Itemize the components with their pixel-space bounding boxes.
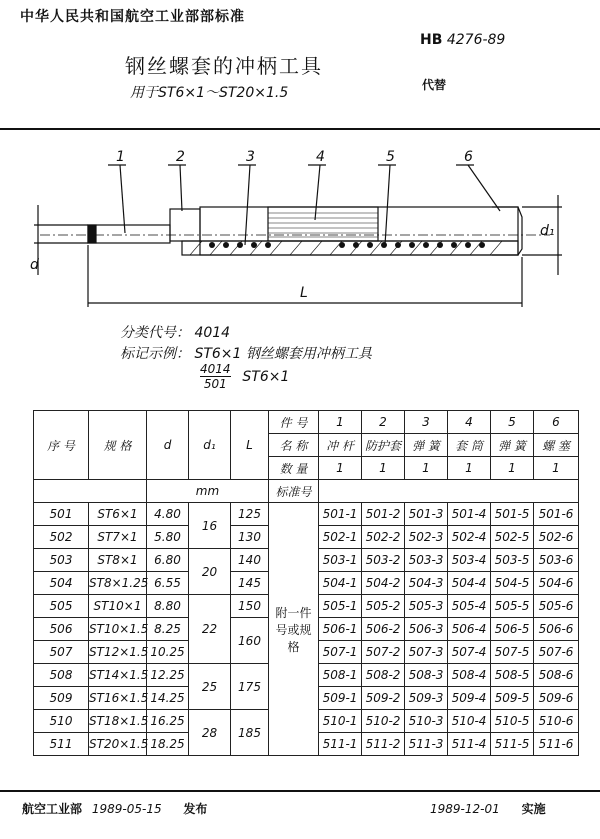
row-part-cell: 509-4 <box>448 687 491 710</box>
row-spec: ST7×1 <box>89 526 147 549</box>
callout-4: 4 <box>316 149 325 165</box>
row-part-cell: 511-6 <box>534 733 579 756</box>
marking-fraction <box>200 362 289 391</box>
row-part-cell: 505-2 <box>362 595 405 618</box>
row-seq: 511 <box>34 733 89 756</box>
marking-example-line <box>120 343 372 363</box>
header-part-no: 件 号 <box>269 411 319 434</box>
row-L: 150 <box>231 595 269 618</box>
part-no-cell: 3 <box>405 411 448 434</box>
row-spec: ST20×1.5 <box>89 733 147 756</box>
row-part-cell: 509-1 <box>319 687 362 710</box>
row-seq: 505 <box>34 595 89 618</box>
row-L: 160 <box>231 618 269 664</box>
row-seq: 501 <box>34 503 89 526</box>
dim-L-label: L <box>300 285 308 301</box>
row-part-cell: 507-6 <box>534 641 579 664</box>
part-no-cell: 6 <box>534 411 579 434</box>
qty-cell: 1 <box>491 457 534 480</box>
row-part-cell: 502-4 <box>448 526 491 549</box>
row-spec: ST12×1.5 <box>89 641 147 664</box>
row-part-cell: 509-2 <box>362 687 405 710</box>
row-part-cell: 506-3 <box>405 618 448 641</box>
row-part-cell: 510-6 <box>534 710 579 733</box>
row-part-cell: 505-3 <box>405 595 448 618</box>
row-part-cell: 507-5 <box>491 641 534 664</box>
row-d1: 25 <box>189 664 231 710</box>
row-part-cell: 509-5 <box>491 687 534 710</box>
row-part-cell: 504-2 <box>362 572 405 595</box>
header-d: d <box>147 411 189 480</box>
spec-table <box>33 410 579 756</box>
row-d1: 20 <box>189 549 231 595</box>
row-part-cell: 506-5 <box>491 618 534 641</box>
classification-line <box>120 322 230 342</box>
table-row <box>34 503 579 526</box>
row-part-cell: 505-5 <box>491 595 534 618</box>
row-spec: ST8×1.25 <box>89 572 147 595</box>
row-part-cell: 502-1 <box>319 526 362 549</box>
row-part-cell: 503-2 <box>362 549 405 572</box>
row-spec: ST16×1.5 <box>89 687 147 710</box>
row-part-cell: 504-3 <box>405 572 448 595</box>
qty-cell: 1 <box>448 457 491 480</box>
row-L: 175 <box>231 664 269 710</box>
fraction-top: 4014 <box>200 362 231 376</box>
row-part-cell: 510-3 <box>405 710 448 733</box>
row-part-cell: 501-6 <box>534 503 579 526</box>
row-spec: ST6×1 <box>89 503 147 526</box>
row-seq: 506 <box>34 618 89 641</box>
row-seq: 504 <box>34 572 89 595</box>
footer-rule <box>0 790 600 792</box>
row-seq: 510 <box>34 710 89 733</box>
issuing-org: 中华人民共和国航空工业部部标准 <box>20 9 245 25</box>
issue-word: 发布 <box>183 802 208 816</box>
header-seq: 序 号 <box>34 411 89 480</box>
row-L: 140 <box>231 549 269 572</box>
row-seq: 502 <box>34 526 89 549</box>
row-d: 12.25 <box>147 664 189 687</box>
row-L: 130 <box>231 526 269 549</box>
row-part-cell: 508-4 <box>448 664 491 687</box>
row-d: 8.80 <box>147 595 189 618</box>
standard-code <box>420 32 505 48</box>
row-part-cell: 503-3 <box>405 549 448 572</box>
marking-label: 标记示例： <box>120 346 190 362</box>
row-d: 10.25 <box>147 641 189 664</box>
effective-word: 实施 <box>521 802 546 816</box>
row-part-cell: 511-1 <box>319 733 362 756</box>
header-spec: 规 格 <box>89 411 147 480</box>
row-part-cell: 506-4 <box>448 618 491 641</box>
row-d: 18.25 <box>147 733 189 756</box>
side-note: 附一件号或规格 <box>269 503 319 756</box>
blank-cell <box>319 480 579 503</box>
row-part-cell: 509-3 <box>405 687 448 710</box>
replaces-label: 代替 <box>422 78 447 92</box>
fraction-bottom: 501 <box>203 377 227 391</box>
callout-2: 2 <box>176 149 185 165</box>
document-subtitle: 用于ST6×1～ST20×1.5 <box>130 85 289 101</box>
tool-assembly-drawing <box>30 145 570 315</box>
part-name-cell: 螺 塞 <box>534 434 579 457</box>
callout-1: 1 <box>116 149 125 165</box>
row-part-cell: 501-4 <box>448 503 491 526</box>
row-part-cell: 510-2 <box>362 710 405 733</box>
row-part-cell: 511-2 <box>362 733 405 756</box>
row-part-cell: 510-1 <box>319 710 362 733</box>
row-part-cell: 503-6 <box>534 549 579 572</box>
row-part-cell: 511-4 <box>448 733 491 756</box>
header-unit: mm <box>147 480 269 503</box>
row-part-cell: 502-6 <box>534 526 579 549</box>
qty-cell: 1 <box>362 457 405 480</box>
row-part-cell: 510-4 <box>448 710 491 733</box>
standard-number: 4276-89 <box>446 32 506 48</box>
qty-cell: 1 <box>319 457 362 480</box>
row-d1: 28 <box>189 710 231 756</box>
classification-value: 4014 <box>194 325 231 341</box>
row-spec: ST10×1 <box>89 595 147 618</box>
part-no-cell: 2 <box>362 411 405 434</box>
row-spec: ST18×1.5 <box>89 710 147 733</box>
classification-label: 分类代号： <box>120 325 190 341</box>
callout-3: 3 <box>246 149 255 165</box>
row-seq: 507 <box>34 641 89 664</box>
dim-d-label: d <box>30 257 39 273</box>
row-part-cell: 508-6 <box>534 664 579 687</box>
part-name-cell: 弹 簧 <box>491 434 534 457</box>
part-name-cell: 冲 杆 <box>319 434 362 457</box>
document-title: 钢丝螺套的冲柄工具 <box>125 54 323 78</box>
row-d: 5.80 <box>147 526 189 549</box>
header-name: 名 称 <box>269 434 319 457</box>
row-part-cell: 507-4 <box>448 641 491 664</box>
row-seq: 509 <box>34 687 89 710</box>
part-no-cell: 4 <box>448 411 491 434</box>
row-d1: 16 <box>189 503 231 549</box>
row-part-cell: 505-6 <box>534 595 579 618</box>
dim-d1-label: d₁ <box>540 223 555 239</box>
row-part-cell: 511-3 <box>405 733 448 756</box>
qty-cell: 1 <box>534 457 579 480</box>
row-spec: ST8×1 <box>89 549 147 572</box>
part-name-cell: 防护套 <box>362 434 405 457</box>
blank-cell <box>34 480 147 503</box>
row-part-cell: 503-4 <box>448 549 491 572</box>
row-part-cell: 504-1 <box>319 572 362 595</box>
row-L: 145 <box>231 572 269 595</box>
row-part-cell: 504-4 <box>448 572 491 595</box>
row-part-cell: 501-2 <box>362 503 405 526</box>
row-part-cell: 507-2 <box>362 641 405 664</box>
row-part-cell: 507-1 <box>319 641 362 664</box>
row-d: 8.25 <box>147 618 189 641</box>
issuer: 航空工业部 <box>22 802 83 816</box>
row-part-cell: 503-5 <box>491 549 534 572</box>
row-part-cell: 506-6 <box>534 618 579 641</box>
standard-prefix: HB <box>420 32 443 48</box>
row-part-cell: 506-2 <box>362 618 405 641</box>
row-part-cell: 501-5 <box>491 503 534 526</box>
qty-cell: 1 <box>405 457 448 480</box>
row-d1: 22 <box>189 595 231 664</box>
row-part-cell: 506-1 <box>319 618 362 641</box>
issue-date: 1989-05-15 <box>91 802 162 816</box>
effective-date: 1989-12-01 <box>430 802 500 816</box>
row-part-cell: 502-2 <box>362 526 405 549</box>
row-part-cell: 509-6 <box>534 687 579 710</box>
header-d1: d₁ <box>189 411 231 480</box>
callout-6: 6 <box>464 149 473 165</box>
row-part-cell: 508-3 <box>405 664 448 687</box>
part-name-cell: 弹 簧 <box>405 434 448 457</box>
row-part-cell: 502-3 <box>405 526 448 549</box>
part-no-cell: 1 <box>319 411 362 434</box>
header-L: L <box>231 411 269 480</box>
fraction-suffix: ST6×1 <box>242 368 290 385</box>
row-d: 6.55 <box>147 572 189 595</box>
part-no-cell: 5 <box>491 411 534 434</box>
effective-line <box>430 800 546 817</box>
row-spec: ST14×1.5 <box>89 664 147 687</box>
part-name-cell: 套 筒 <box>448 434 491 457</box>
row-L: 125 <box>231 503 269 526</box>
row-spec: ST10×1.5 <box>89 618 147 641</box>
row-part-cell: 508-2 <box>362 664 405 687</box>
marking-value: ST6×1 钢丝螺套用冲柄工具 <box>194 346 372 362</box>
row-part-cell: 501-3 <box>405 503 448 526</box>
header-std: 标准号 <box>269 480 319 503</box>
row-part-cell: 505-4 <box>448 595 491 618</box>
row-part-cell: 508-1 <box>319 664 362 687</box>
row-part-cell: 510-5 <box>491 710 534 733</box>
row-part-cell: 511-5 <box>491 733 534 756</box>
row-L: 185 <box>231 710 269 756</box>
row-part-cell: 507-3 <box>405 641 448 664</box>
header-rule <box>0 128 600 130</box>
row-part-cell: 504-6 <box>534 572 579 595</box>
row-seq: 503 <box>34 549 89 572</box>
header-qty: 数 量 <box>269 457 319 480</box>
row-part-cell: 502-5 <box>491 526 534 549</box>
row-d: 14.25 <box>147 687 189 710</box>
row-part-cell: 505-1 <box>319 595 362 618</box>
callout-5: 5 <box>386 149 395 165</box>
row-d: 4.80 <box>147 503 189 526</box>
row-part-cell: 508-5 <box>491 664 534 687</box>
row-d: 6.80 <box>147 549 189 572</box>
row-part-cell: 501-1 <box>319 503 362 526</box>
row-seq: 508 <box>34 664 89 687</box>
issue-line <box>22 800 207 817</box>
row-part-cell: 504-5 <box>491 572 534 595</box>
row-d: 16.25 <box>147 710 189 733</box>
row-part-cell: 503-1 <box>319 549 362 572</box>
